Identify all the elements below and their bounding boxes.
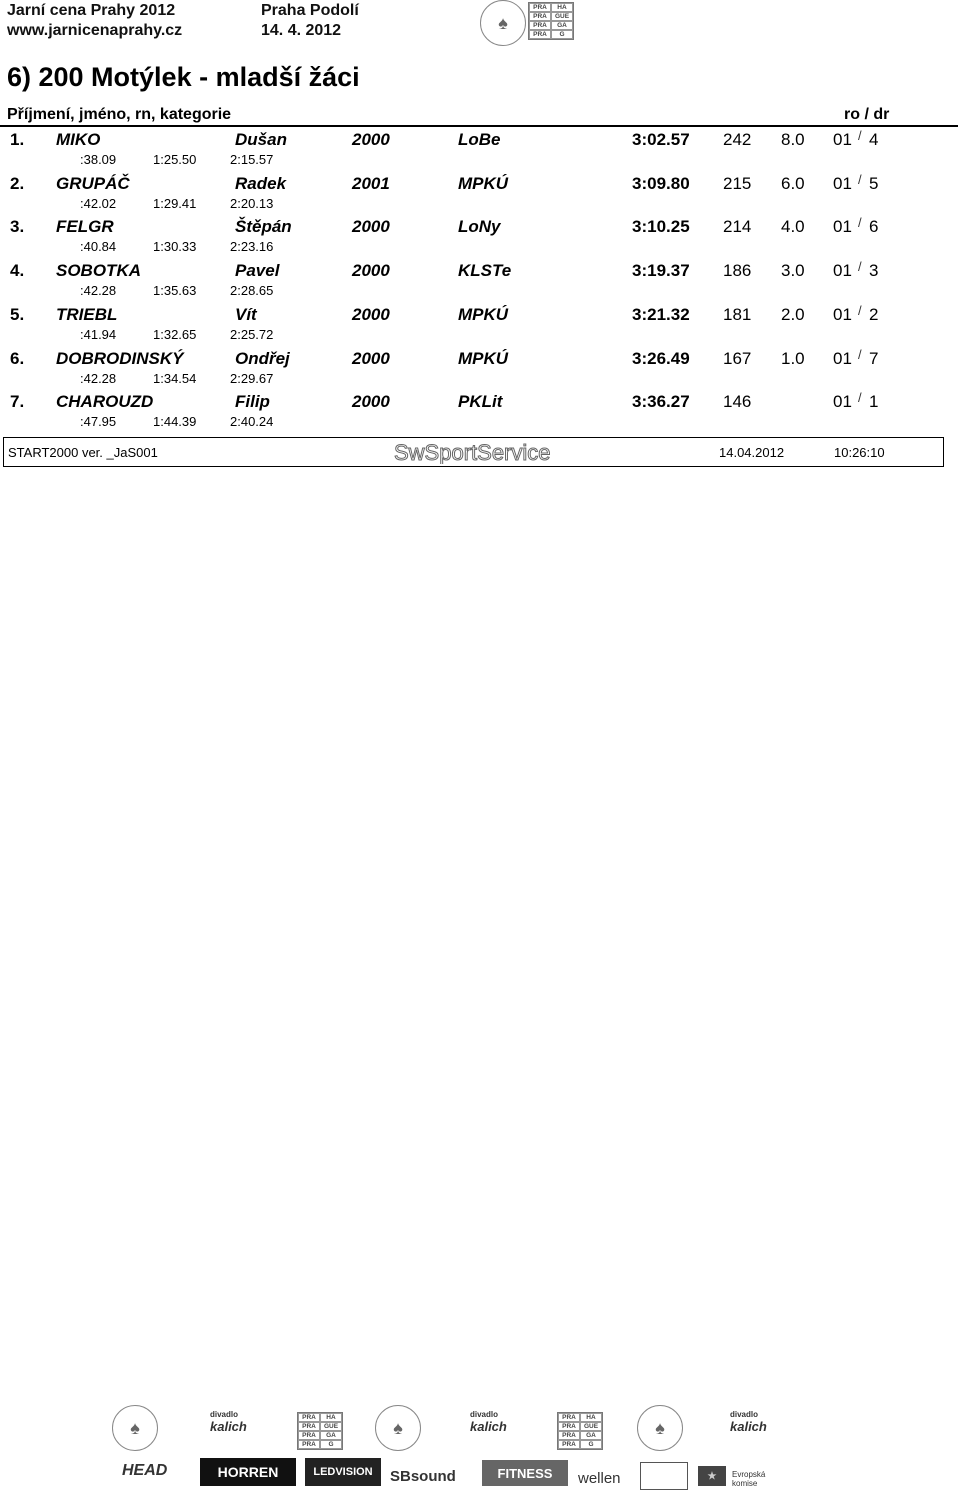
split-50m: :47.95: [80, 414, 117, 430]
heat-lane-separator: /: [858, 128, 862, 143]
score-points: 3.0: [781, 261, 805, 281]
final-time: 3:26.49: [632, 348, 690, 368]
final-time: 3:19.37: [632, 261, 690, 281]
club-seal-logo: ♠: [637, 1405, 683, 1451]
svg-text:SwSportService: SwSportService: [394, 442, 551, 464]
result-row: [0, 346, 960, 371]
praha-logo-cell: PRA: [298, 1422, 320, 1431]
result-row: [0, 171, 960, 196]
event-date: 14. 4. 2012: [261, 22, 342, 39]
swimmer-first-name: Ondřej: [235, 348, 290, 368]
praha-logo-cell: PRA: [298, 1431, 320, 1440]
split-100m: 1:29.41: [153, 195, 197, 211]
praha-logo: [557, 1412, 603, 1450]
print-footer: [3, 437, 944, 467]
split-100m: 1:32.65: [153, 326, 197, 342]
fina-points: 167: [723, 348, 752, 368]
result-row: [0, 217, 960, 239]
split-50m: :38.09: [80, 152, 117, 167]
score-points: 1.0: [781, 348, 805, 368]
swimmer-surname: TRIEBL: [56, 304, 118, 324]
praha-logo-cell: GUE: [551, 12, 573, 21]
final-time: 3:21.32: [632, 304, 690, 324]
column-header-name: Příjmení, jméno, rn, kategorie: [7, 106, 232, 123]
split-times-row: [0, 414, 960, 432]
praha-logo-cell: G: [320, 1440, 342, 1449]
praha-logo-cell: GA: [580, 1431, 602, 1440]
swimmer-first-name: Radek: [235, 173, 287, 193]
split-150m: 2:40.24: [230, 414, 274, 430]
praha-logo-cell: PRA: [558, 1413, 580, 1422]
praha-logo-cell: PRA: [298, 1413, 320, 1422]
split-150m: 2:23.16: [230, 239, 274, 255]
fitness-shop-logo: FITNESS: [482, 1460, 568, 1486]
club-code: MPKÚ: [458, 348, 509, 368]
column-header-heat-lane: ro / dr: [844, 106, 890, 123]
heat-lane-separator: /: [858, 302, 862, 318]
score-points: 2.0: [781, 304, 805, 324]
praha-logo-cell: GUE: [320, 1422, 342, 1431]
split-times-row: [0, 371, 960, 389]
praha-logo: [297, 1412, 343, 1450]
swimmer-first-name: Štěpán: [235, 217, 292, 237]
rank: 3.: [10, 217, 25, 237]
birth-year: 2001: [352, 173, 390, 193]
split-50m: :42.28: [80, 283, 117, 299]
split-times-row: [0, 239, 960, 257]
praha-logo-cell: G: [551, 30, 573, 39]
swimmer-surname: MIKO: [56, 130, 101, 149]
fina-points: 214: [723, 217, 752, 237]
lane-number: 7: [869, 348, 879, 368]
praha-logo-cell: PRA: [558, 1431, 580, 1440]
software-version: START2000 ver. _JaS001: [8, 445, 158, 460]
eu-flag-icon: ★: [698, 1466, 726, 1486]
split-150m: 2:29.67: [230, 370, 274, 386]
score-points: 8.0: [781, 130, 805, 149]
praha-logo-cell: PRA: [529, 12, 551, 21]
split-50m: :42.02: [80, 195, 117, 211]
lane-number: 4: [869, 130, 879, 149]
wellen-logo: wellen: [578, 1470, 621, 1487]
race-title: 6) 200 Motýlek - mladší žáci: [7, 62, 360, 92]
rank: 6.: [10, 348, 25, 368]
split-times-row: [0, 196, 960, 214]
lane-number: 3: [869, 261, 879, 281]
divadlo-kalich-logo: divadlo kalich: [210, 1410, 247, 1434]
score-points: 4.0: [781, 217, 805, 237]
birth-year: 2000: [352, 261, 390, 281]
result-row: [0, 302, 960, 327]
final-time: 3:36.27: [632, 392, 690, 412]
final-time: 3:02.57: [632, 130, 690, 149]
split-100m: 1:34.54: [153, 370, 197, 386]
club-code: KLSTe: [458, 261, 512, 281]
result-row: [0, 261, 960, 283]
heat-number: 01: [833, 217, 852, 237]
praha-logo-cell: GA: [320, 1431, 342, 1440]
final-time: 3:10.25: [632, 217, 690, 237]
praha-logo-cell: PRA: [558, 1422, 580, 1431]
lane-number: 6: [869, 217, 879, 237]
club-seal-logo: ♠: [112, 1405, 158, 1451]
praha-logo-cell: GUE: [580, 1422, 602, 1431]
swimmer-first-name: Vít: [235, 304, 257, 324]
split-150m: 2:28.65: [230, 283, 274, 299]
fina-points: 186: [723, 261, 752, 281]
club-code: LoBe: [458, 130, 501, 149]
birth-year: 2000: [352, 392, 390, 412]
split-50m: :42.28: [80, 370, 117, 386]
heat-lane-separator: /: [858, 346, 862, 362]
club-seal-logo: ♠: [480, 0, 526, 46]
split-100m: 1:35.63: [153, 283, 197, 299]
print-date: 14.04.2012: [719, 445, 785, 460]
praha-logo-cell: HA: [320, 1413, 342, 1422]
birth-year: 2000: [352, 348, 390, 368]
split-150m: 2:25.72: [230, 326, 274, 342]
heat-lane-separator: /: [858, 390, 862, 406]
club-code: PKLit: [458, 392, 503, 412]
result-row: [0, 392, 960, 414]
heat-lane-separator: /: [858, 259, 862, 275]
birth-year: 2000: [352, 304, 390, 324]
evropska-komise-logo: Evropská komise: [732, 1470, 766, 1488]
final-time: 3:09.80: [632, 173, 690, 193]
swimmer-first-name: Filip: [235, 392, 270, 412]
lane-number: 5: [869, 173, 879, 193]
score-points: 6.0: [781, 173, 805, 193]
header-divider: [0, 125, 958, 127]
rank: 2.: [10, 173, 25, 193]
heat-number: 01: [833, 173, 852, 193]
club-code: MPKÚ: [458, 173, 509, 193]
divadlo-kalich-logo: divadlo kalich: [470, 1410, 507, 1434]
club-seal-logo: ♠: [375, 1405, 421, 1451]
event-website[interactable]: www.jarnicenaprahy.cz: [7, 22, 183, 39]
praha-logo-cell: G: [580, 1440, 602, 1449]
heat-number: 01: [833, 130, 852, 149]
split-100m: 1:44.39: [153, 414, 197, 430]
head-logo: HEAD: [122, 1462, 168, 1479]
ledvision-logo: LEDVISION: [305, 1458, 381, 1486]
event-venue: Praha Podolí: [261, 2, 359, 19]
split-100m: 1:30.33: [153, 239, 197, 255]
heat-number: 01: [833, 261, 852, 281]
rank: 4.: [10, 261, 25, 281]
print-time: 10:26:10: [834, 445, 885, 460]
praha-logo-cell: PRA: [529, 30, 551, 39]
swimmer-surname: DOBRODINSKÝ: [56, 348, 184, 368]
sbsound-logo: SBsound: [390, 1468, 456, 1485]
praha-logo-cell: HA: [551, 3, 573, 12]
split-150m: 2:20.13: [230, 195, 274, 211]
rank: 1.: [10, 130, 25, 149]
praha-logo-cell: GA: [551, 21, 573, 30]
swimmer-first-name: Dušan: [235, 130, 287, 149]
split-times-row: [0, 327, 960, 345]
praha-logo-cell: PRA: [298, 1440, 320, 1449]
split-50m: :40.84: [80, 239, 117, 255]
birth-year: 2000: [352, 217, 390, 237]
fina-points: 242: [723, 130, 752, 149]
event-name: Jarní cena Prahy 2012: [7, 2, 176, 19]
praha-logo-cell: PRA: [558, 1440, 580, 1449]
club-code: MPKÚ: [458, 304, 509, 324]
club-code: LoNy: [458, 217, 501, 237]
praha-logo-cell: PRA: [529, 3, 551, 12]
swimmer-first-name: Pavel: [235, 261, 280, 281]
heat-number: 01: [833, 348, 852, 368]
lane-number: 2: [869, 304, 879, 324]
rank: 5.: [10, 304, 25, 324]
horren-logo: HORREN: [200, 1458, 296, 1486]
split-times-row: [0, 283, 960, 301]
praha-logo-cell: PRA: [529, 21, 551, 30]
fina-points: 181: [723, 304, 752, 324]
birth-year: 2000: [352, 130, 390, 149]
split-100m: 1:25.50: [153, 152, 197, 167]
praha-logo: [528, 2, 574, 40]
heat-lane-separator: /: [858, 171, 862, 187]
praha-logo-cell: HA: [580, 1413, 602, 1422]
lane-number: 1: [869, 392, 879, 412]
heat-number: 01: [833, 392, 852, 412]
split-times-row: [0, 152, 960, 170]
swimmer-surname: GRUPÁČ: [56, 173, 130, 193]
rank: 7.: [10, 392, 25, 412]
swimmer-surname: FELGR: [56, 217, 114, 237]
ctv-logo: [640, 1462, 688, 1490]
heat-number: 01: [833, 304, 852, 324]
divadlo-kalich-logo: divadlo kalich: [730, 1410, 767, 1434]
fina-points: 215: [723, 173, 752, 193]
result-row: [0, 130, 960, 152]
fina-points: 146: [723, 392, 752, 412]
split-150m: 2:15.57: [230, 152, 274, 167]
swimmer-surname: SOBOTKA: [56, 261, 141, 281]
swimmer-surname: CHAROUZD: [56, 392, 154, 412]
split-50m: :41.94: [80, 326, 117, 342]
heat-lane-separator: /: [858, 215, 862, 231]
swsportservice-logo: [392, 442, 562, 464]
